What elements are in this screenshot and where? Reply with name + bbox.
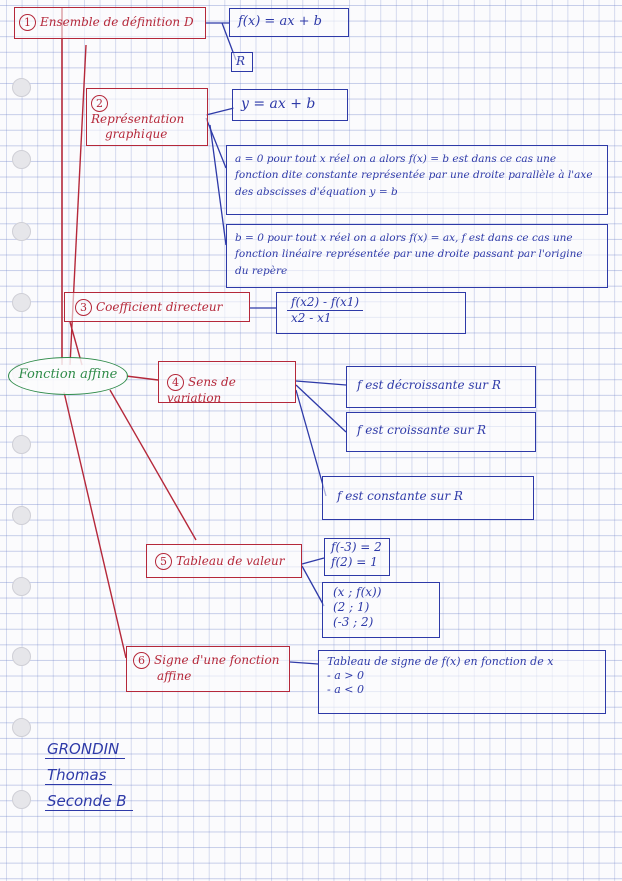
section-5-values: f(-3) = 2 f(2) = 1 — [324, 538, 390, 576]
section-4-item: f est constante sur R — [322, 476, 534, 520]
section-5-pairs: (x ; f(x)) (2 ; 1) (-3 ; 2) — [322, 582, 440, 638]
section-6-title: 6 Signe d'une fonction affine — [126, 646, 290, 692]
section-number: 1 — [19, 14, 36, 31]
section-4-item: f est croissante sur R — [346, 412, 536, 452]
section-2-title: 2Représentation graphique — [86, 88, 208, 146]
section-title: Sens de variation — [167, 375, 236, 405]
section-title: Coefficient directeur — [96, 300, 223, 314]
section-2-item: a = 0 pour tout x réel on a alors f(x) = b est dans ce cas une fonction dite constante représentée par une droite parallèle à l'axe des abscisses d'équation y = b — [226, 145, 608, 215]
section-2-item: y = ax + b — [232, 89, 348, 121]
section-1-title — [14, 7, 206, 39]
section-title: Tableau de valeur — [176, 554, 285, 568]
section-number: 4 — [167, 374, 184, 391]
section-1-item: R — [231, 52, 253, 72]
section-title: Ensemble de définition D — [40, 15, 194, 29]
central-node — [8, 357, 128, 395]
section-3-formula — [276, 292, 466, 334]
formula-numerator: f(x2) - f(x1) — [287, 295, 363, 311]
section-number: 2 — [91, 95, 108, 112]
section-number: 3 — [75, 299, 92, 316]
formula-denominator: x2 - x1 — [291, 311, 332, 325]
section-6-content: Tableau de signe de f(x) en fonction de x - a > 0 - a < 0 — [318, 650, 606, 714]
section-5-title — [146, 544, 302, 578]
section-2-item: b = 0 pour tout x réel on a alors f(x) = ax, f est dans ce cas une fonction linéaire représentée par une droite passant par l'origine du repère — [226, 224, 608, 288]
author-last-name: GRONDIN — [45, 740, 125, 759]
section-3-title — [64, 292, 250, 322]
section-number: 6 — [133, 652, 150, 669]
section-1-item: f(x) = ax + b — [229, 8, 349, 37]
author-class: Seconde B — [45, 792, 133, 811]
author-first-name: Thomas — [45, 766, 112, 785]
section-4-title — [158, 361, 296, 403]
section-4-item: f est décroissante sur R — [346, 366, 536, 408]
central-node-label: Fonction affine — [18, 367, 118, 382]
section-number: 5 — [155, 553, 172, 570]
